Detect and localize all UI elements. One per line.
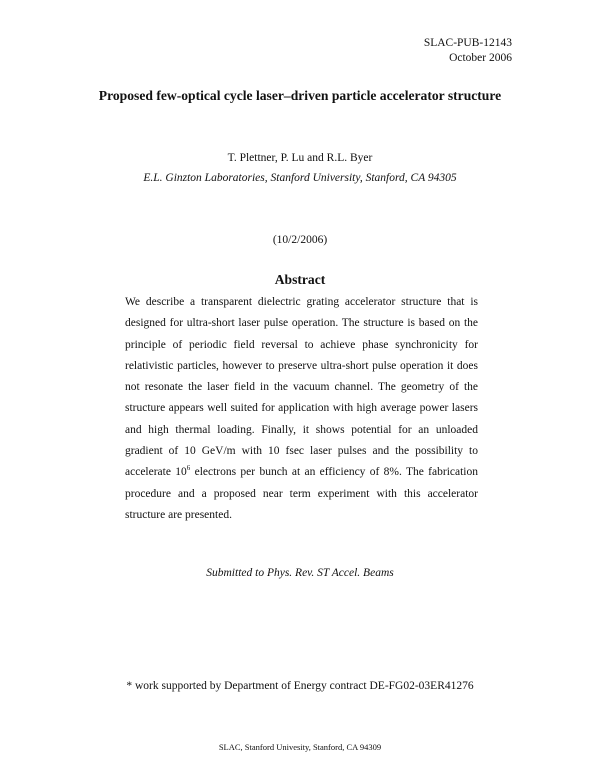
funding-footnote: * work supported by Department of Energy contract DE-FG02-03ER41276 [126, 680, 474, 692]
submission-note: Submitted to Phys. Rev. ST Accel. Beams [206, 567, 394, 579]
affiliation: E.L. Ginzton Laboratories, Stanford University, Stanford, CA 94305 [143, 172, 457, 184]
report-identifier [424, 36, 512, 66]
abstract-body [125, 292, 478, 526]
paper-title: Proposed few-optical cycle laser–driven particle accelerator structure [98, 88, 502, 103]
abstract-superscript: 6 [186, 464, 191, 473]
report-date: October 2006 [449, 52, 512, 64]
paper-date: (10/2/2006) [272, 234, 328, 246]
abstract-heading: Abstract [274, 272, 326, 287]
abstract-text-part-2: electrons per bunch at an efficiency of 8%. The fabrication procedure and a proposed near term experiment with this accelerator structure are presented. [125, 466, 478, 521]
abstract-text-part-1: We describe a transparent dielectric grating accelerator structure that is designed for ultra-short laser pulse operation. The structure is based on the principle of periodic field reversal to achieve phase synchronicity for relativistic particles, however to preserve ultra-short pulse operation it does not resonate the laser field in the vacuum channel. The geometry of the structure appears well suited for application with high average power lasers and high thermal loading. Finally, it shows potential for an unloaded gradient of 10 GeV/m with 10 fsec laser pulses and the possibility to accelerate 10 [125, 296, 478, 479]
report-number: SLAC-PUB-12143 [423, 37, 512, 49]
author-list: T. Plettner, P. Lu and R.L. Byer [227, 152, 373, 164]
page-footer: SLAC, Stanford Univesity, Stanford, CA 94309 [218, 742, 382, 752]
